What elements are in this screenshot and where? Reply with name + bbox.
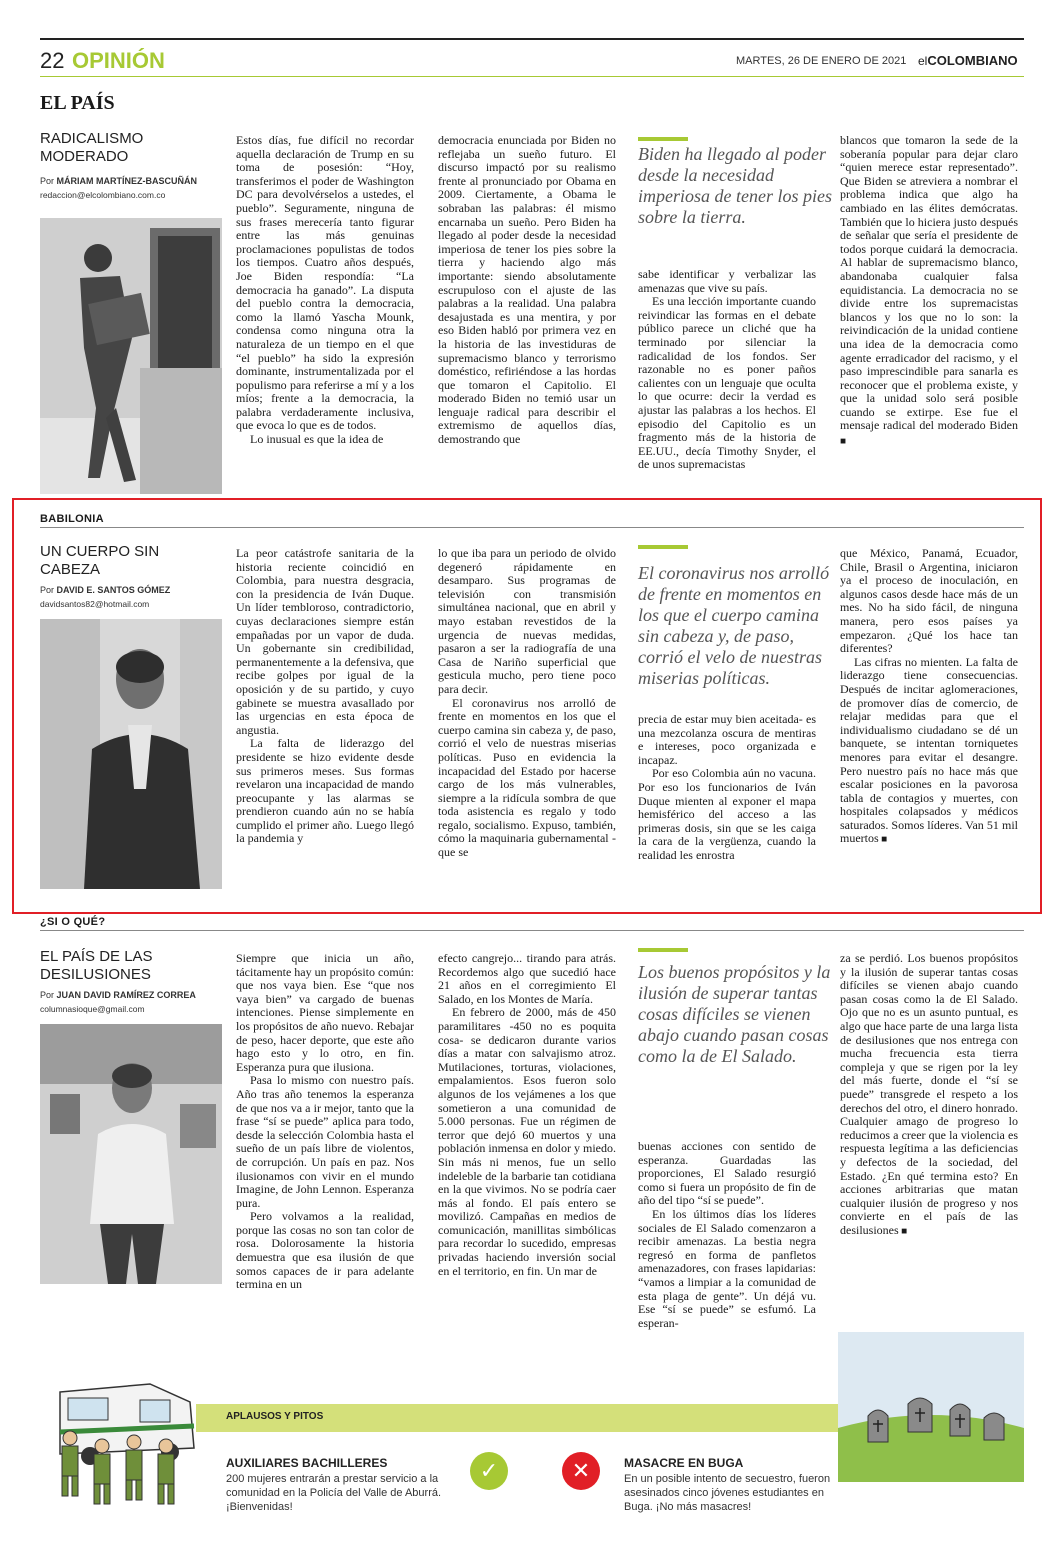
- article-headline: UN CUERPO SIN CABEZA: [40, 543, 160, 578]
- article-column: precia de estar muy bien aceitada- es una mezcolanza oscura de mentiras e intereses, poco organizada e incapaz. Por eso Colombia aún no vacuna. Por eso los funcionarios de Iván Duque mienten al exponer el mapa hemisférico del acceso a las primeras dosis, sin que se les caiga la cara de la vergüenza, cuando la realidad les enrostra: [638, 713, 816, 862]
- article-headline: RADICALISMO MODERADO: [40, 130, 144, 165]
- page-number: 22: [40, 48, 65, 73]
- pullquote-bar: [638, 545, 688, 549]
- byline: Por JUAN DAVID RAMÍREZ CORREA: [40, 990, 196, 1000]
- article-kicker: ¿SI O QUÉ?: [40, 916, 106, 928]
- police-cartoon: [40, 1362, 200, 1512]
- section-label: OPINIÓN: [72, 48, 165, 73]
- byline: Por DAVID E. SANTOS GÓMEZ: [40, 585, 171, 595]
- article-column: democracia enunciada por Biden no reflejaba un sueño futuro. El discurso impactó por su realismo frente al pronunciado por Obama en 2009. Ciertamente, a Obama le sobraban las palabras: él mismo encarnaba un sueño. Pero Biden ha llegado al poder desde la necesidad imperiosa de tener los pies sobre la tierra y haciendo algo más importante: siendo absolutamente escrupuloso con el ajuste de las palabras a la realidad. Una palabra desajustada es una mentira, y por eso Biden habló por primera vez en la historia de las investiduras de supremacismo blanco y terrorismo doméstico, refiriéndose a las hordas que tomaron el Capitolio. El moderado Biden no temió usar un lenguaje radical para describir el extremismo de aquellos días, demostrando que: [438, 134, 616, 447]
- article-column: za se perdió. Los buenos propósitos y la ilusión de superar tantas cosas difíciles se vienen abajo cuando pasan cosas como la de El Salado. Ojo que no es un asunto puntual, es algo que hace parte de una larga lista de desilusiones que nos entrega con mucha frecuencia esta tierra compleja y que se rigen por la ley del más fuerte, donde el “sí se puede” transgrede el respeto a los derechos del otro, el dinero honrado. Cualquier amago de progreso lo reducimos a creer que la violencia es respuesta legítima a las deficiencias y defectos de la sociedad, del Estado. ¿En qué termina esto? En acciones arbitrarias que matan cualquier ilusión de progreso y nos convierte en el país de las desilusiones ■: [840, 952, 1018, 1292]
- pullquote-bar: [638, 137, 688, 141]
- pitos-right-text: En un posible intento de secuestro, fueron asesinados cinco jóvenes estudiantes en Buga. ¡No más masacres!: [624, 1473, 831, 1513]
- pullquote: Los buenos propósitos y la ilusión de superar tantas cosas difíciles se vienen abajo cuando pasan cosas como la de El Salado.: [638, 962, 831, 1066]
- article-column: sabe identificar y verbalizar las amenazas que vive su país. Es una lección importante cuando reivindicar las formas en el debate público parece un cliché que ha terminado por silenciar la radicalidad de los fondos. Ser razonable no es poner paños calientes con un lenguaje que oculta lo que ocurre: decir la verdad es ajustar las palabras a los hechos. El episodio del Capitolio es un fragmento más de la historia de EE.UU., decía Timothy Snyder, el de unos supremacistas: [638, 268, 816, 472]
- article-kicker: BABILONIA: [40, 513, 104, 525]
- pitos-right-title: MASACRE EN BUGA: [624, 1456, 744, 1470]
- article-radicalismo: [40, 92, 1024, 492]
- article-column: La peor catástrofe sanitaria de la historia reciente coincidió en Colombia, para nuestra desgracia, con la presidencia de Iván Duque. Un líder tembloroso, contradictorio, cuyas declaraciones siempre están empañadas por un vapor de duda. Un gobernante sin credibilidad, permanentemente a la defensiva, que recibe golpes por igual de la oposición y de su partido, y cuyo gabinete se muestra avasallado por las urgencias en esta época de angustia. La falta de liderazgo del presidente se hizo evidente desde sus primeros meses. Sus formas revelaron una incapacidad de mando preocupante y las alarmas se prendieron cuando aún no se había cumplido el primer año. Luego llegó la pandemia y: [236, 547, 414, 846]
- pullquote-bar: [638, 948, 688, 952]
- pullquote: El coronavirus nos arrolló de frente en momentos en los que el cuerpo camina sin cabeza y, de paso, corrió el velo de nuestras miserias políticas.: [638, 563, 830, 688]
- kicker-rule: [40, 527, 1024, 528]
- header-divider: [40, 76, 1024, 77]
- dateline: MARTES, 26 DE ENERO DE 2021: [736, 55, 907, 67]
- article-column: efecto cangrejo... tirando para atrás. Recordemos algo que sucedió hace 21 años en el corregimiento El Salado, en los Montes de María. En febrero de 2000, más de 450 paramilitares -450 no es poquita cosa- se dedicaron durante varios días a matar con salvajismo atroz. Mutilaciones, torturas, violaciones, empalamientos. Esos fueron solo algunos de los vejámenes a los que sometieron a una comunidad de 5.000 personas. Fue un régimen de terror que dejó 60 muertos y una población inmensa en dolor y miedo. Sin más ni menos, fue un sello indeleble de la barbarie tan cotidiana en la que vivimos. No se podría caer más al fondo. El país entero se movilizó. Campañas en medios de comunicación, manillitas simbólicas para recordar lo sucedido, empresas privadas haciendo inversión social en el territorio, en fin. Un mar de: [438, 952, 616, 1278]
- masthead: elCOLOMBIANO: [918, 53, 1018, 68]
- article-column: blancos que tomaron la sede de la soberanía popular para dejar claro “quien merece estar representado”. Que Biden se atreviera a nombrar el problema indica que algo ha cambiado en las élites demócratas. También que lo hiciera justo después de señalar que sería el presidente de todos porque cuidará la democracia. Al hablar de supremacismo blanco, abandonaba cualquier falsa equidistancia. La democracia no se divide entre los supremacistas blancos y los que no lo son: la reivindicación de la unidad contiene una idea de la democracia como agente erradicador del racismo, y el paso imprescindible para sanarla es reconocer que el problema existe, y que la unidad solo será posible cuando se extirpe. Ese fue el mensaje radical del moderado Biden ■: [840, 134, 1018, 490]
- aplausos-left-text: 200 mujeres entrarán a prestar servicio a la comunidad en la Policía del Valle de Aburrá. ¡Bienvenidas!: [226, 1473, 442, 1513]
- article-kicker: EL PAÍS: [40, 92, 115, 114]
- author-email[interactable]: davidsantos82@hotmail.com: [40, 599, 150, 609]
- byline: Por MÁRIAM MARTÍNEZ-BASCUÑÁN: [40, 176, 198, 186]
- article-column: que México, Panamá, Ecuador, Chile, Brasil o Argentina, iniciaron ya el proceso de inoculación, en algunos casos desde hace más de un mes. No ha sido fácil, de ninguna manera, pero esos países ya empezaron. ¿Qué los hace tan diferentes? Las cifras no mienten. La falta de liderazgo tiene consecuencias. Después de incitar aglomeraciones, de promover días de comercio, de relajar medidas para que el individualismo ciudadano se dé un banquete, se intentan torniquetes menores para evitar el desangre. Pero nuestro país no hace más que escalar posiciones en la pavorosa tabla de contagios y muertes, con hospitales colapsados y médicos saturados. Somos líderes. Van 51 mil muertos ■: [840, 547, 1018, 913]
- author-email[interactable]: redaccion@elcolombiano.com.co: [40, 190, 166, 200]
- article-column: Estos días, fue difícil no recordar aquella declaración de Trump en su toma de posesión: “Hoy, transferimos el poder de Washington DC para devolvérselos a ustedes, el pueblo”. Seguramente, ninguna de sus frases merecería tanto figurar entre las más genuinas proclamaciones populistas de todos los tiempos. Cuatro años después, Joe Biden respondía: “La democracia ha ganado”. La disputa del pueblo contra la democracia, como la llamó Yascha Mounk, condensa como ninguna otra la naturaleza de un tiempo en el que “el pueblo” ha sido la expresión dominante, instrumentalizada por el populismo para referirse a mí y a los míos; frente a la democracia, la palabra verdaderamente inclusiva, que evoca lo que es de todos. Lo inusual es que la idea de: [236, 134, 414, 447]
- article-column: Siempre que inicia un año, tácitamente hay un propósito común: que nos vaya bien. Ese “que nos vaya bien” va cargado de buenas intenciones. Piense simplemente en los propósitos de año nuevo. Rebajar de peso, hacer deporte, que este año hago esto y lo otro, en fin. Esperanza pura que ilusiona. Pasa lo mismo con nuestro país. Año tras año tenemos la esperanza de que nos va a ir mejor, tanto que la frase “sí se puede” aplica para todo, desde la selección Colombia hasta el sueño de un país libre de violentos, de corrupción. Un país en paz. Nos ilusionamos con vivir en el mundo Imagine, de John Lennon. Esperanza pura. Pero volvamos a la realidad, porque las cosas no son tan color de rosa. Dolorosamente la historia demuestra que esa ilusión de que somos capaces de ir para adelante termina en un: [236, 952, 414, 1292]
- author-photo: [40, 1024, 222, 1284]
- author-photo: [40, 619, 222, 889]
- aplausos-label: APLAUSOS Y PITOS: [226, 1411, 324, 1422]
- aplausos-left-title: AUXILIARES BACHILLERES: [226, 1456, 388, 1470]
- article-headline: EL PAÍS DE LAS DESILUSIONES: [40, 948, 153, 983]
- check-icon: ✓: [470, 1452, 508, 1490]
- author-email[interactable]: columnasioque@gmail.com: [40, 1004, 145, 1014]
- article-desilusiones: [40, 914, 1024, 1394]
- cross-icon: ✕: [562, 1452, 600, 1490]
- article-column: lo que iba para un periodo de olvido degeneró rápidamente en desamparo. Sus programas de televisión con transmisión simultánea nacional, que en abril y mayo estaban revestidos de la urgencia de nuevas medidas, pasaron a ser la radiografía de una Casa de Nariño superficial que gesticula mucho, pero tiene poco para decir. El coronavirus nos arrolló de frente en momentos en los que el cuerpo camina sin cabeza y, de paso, corrió el velo de nuestras miserias políticas. Puso en evidencia la incapacidad del Estado por hacerse cargo de los más vulnerables, siempre a la ridícula sombra de que toda asistencia es regalo y todo regalo, socialismo. Expuso, también, cómo la maquinaria gubernamental -que se: [438, 547, 616, 860]
- article-cuerpo-sin-cabeza: [40, 513, 1024, 913]
- statue-photo: [40, 218, 222, 494]
- kicker-rule: [40, 930, 1024, 931]
- cemetery-cartoon: [838, 1332, 1024, 1482]
- article-column: buenas acciones con sentido de esperanza. Guardadas las proporciones, El Salado resurgió como si fuera un propósito de fin de año del tipo “sí se puede”. En los últimos días los líderes sociales de El Salado comenzaron a recibir amenazas. La bestia negra regresó en forma de panfletos amenazadores, con frases lapidarias: “vamos a limpiar a la comunidad de esta plaga de gente”. Un déjá vu. Ese “sí se puede” se esfumó. La esperan-: [638, 1140, 816, 1330]
- header-rule: [40, 38, 1024, 40]
- pullquote: Biden ha llegado al poder desde la necesidad imperiosa de tener los pies sobre la tierra.: [638, 144, 832, 227]
